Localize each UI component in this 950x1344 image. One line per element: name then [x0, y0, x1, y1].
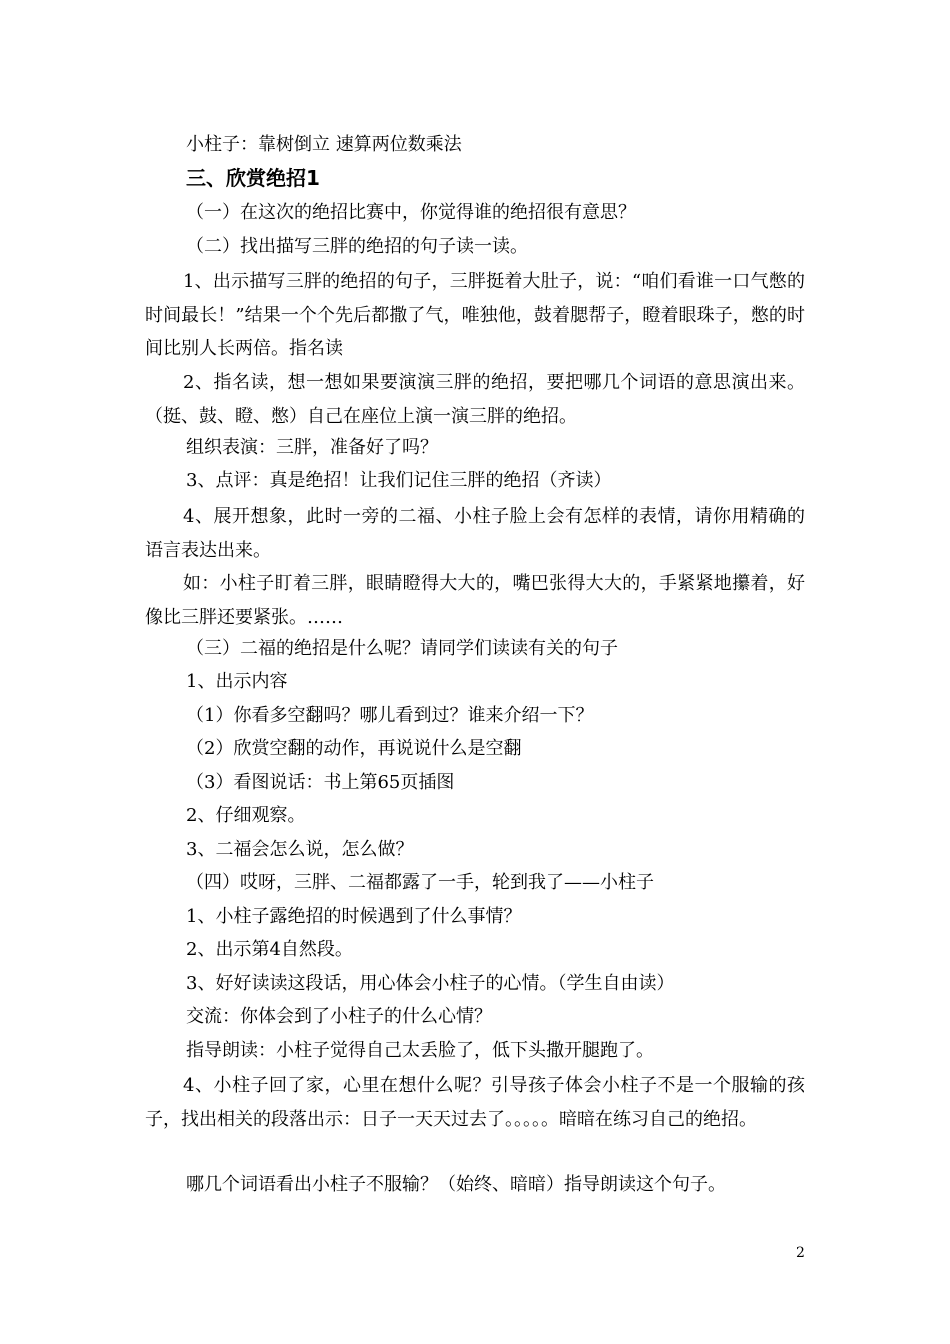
paragraph-21: 指导朗读：小柱子觉得自己太丢脸了，低下头撒开腿跑了。 — [186, 1040, 654, 1061]
paragraph-15: 3、二福会怎么说，怎么做？ — [186, 839, 414, 860]
paragraph-10: 1、出示内容 — [186, 671, 288, 692]
paragraph-12: （2）欣赏空翻的动作，再说说什么是空翻 — [186, 738, 522, 759]
paragraph-20: 交流：你体会到了小柱子的什么心情？ — [186, 1006, 492, 1027]
paragraph-23: 哪几个词语看出小柱子不服输？（始终、暗暗）指导朗读这个句子。 — [186, 1174, 726, 1195]
paragraph-2: （二）找出描写三胖的绝招的句子读一读。 — [186, 236, 528, 257]
paragraph-22: 4、小柱子回了家，心里在想什么呢？引导孩子体会小柱子不是一个服输的孩子，找出相关的段落出示：日子一天天过去了。。。。。暗暗在练习自己的绝招。 — [145, 1075, 805, 1130]
page-number: 2 — [796, 1245, 805, 1261]
paragraph-6: 3、点评：真是绝招！让我们记住三胖的绝招（齐读） — [186, 470, 612, 491]
paragraph-3: 1、出示描写三胖的绝招的句子，三胖挺着大肚子，说：“咱们看谁一口气憋的时间最长！”结果一个个先后都撒了气，唯独他，鼓着腮帮子，瞪着眼珠子，憋的时间比别人长两倍。指名读 — [145, 271, 805, 360]
paragraph-17: 1、小柱子露绝招的时候遇到了什么事情？ — [186, 906, 522, 927]
paragraph-9: （三）二福的绝招是什么呢？请同学们读读有关的句子 — [186, 638, 618, 659]
paragraph-19: 3、好好读读这段话，用心体会小柱子的心情。（学生自由读） — [186, 973, 675, 994]
paragraph-13: （3）看图说话：书上第65页插图 — [186, 772, 455, 793]
paragraph-11: （1）你看多空翻吗？哪儿看到过？谁来介绍一下？ — [186, 705, 594, 726]
top-line: 小柱子：靠树倒立 速算两位数乘法 — [186, 134, 462, 155]
paragraph-7: 4、展开想象，此时一旁的二福、小柱子脸上会有怎样的表情，请你用精确的语言表达出来。 — [145, 506, 805, 561]
paragraph-18: 2、出示第4自然段。 — [186, 939, 353, 960]
paragraph-16: （四）哎呀，三胖、二福都露了一手，轮到我了——小柱子 — [186, 872, 654, 893]
paragraph-5: 组织表演：三胖，准备好了吗？ — [186, 437, 438, 458]
paragraph-14: 2、仔细观察。 — [186, 805, 306, 826]
paragraph-4: 2、指名读，想一想如果要演演三胖的绝招，要把哪几个词语的意思演出来。（挺、鼓、瞪、憋）自己在座位上演一演三胖的绝招。 — [145, 372, 805, 427]
paragraph-1: （一）在这次的绝招比赛中，你觉得谁的绝招很有意思？ — [186, 202, 636, 223]
section-heading: 三、欣赏绝招1 — [186, 166, 320, 190]
paragraph-8: 如：小柱子盯着三胖，眼睛瞪得大大的，嘴巴张得大大的，手紧紧地攥着，好像比三胖还要紧张。…… — [145, 573, 805, 628]
